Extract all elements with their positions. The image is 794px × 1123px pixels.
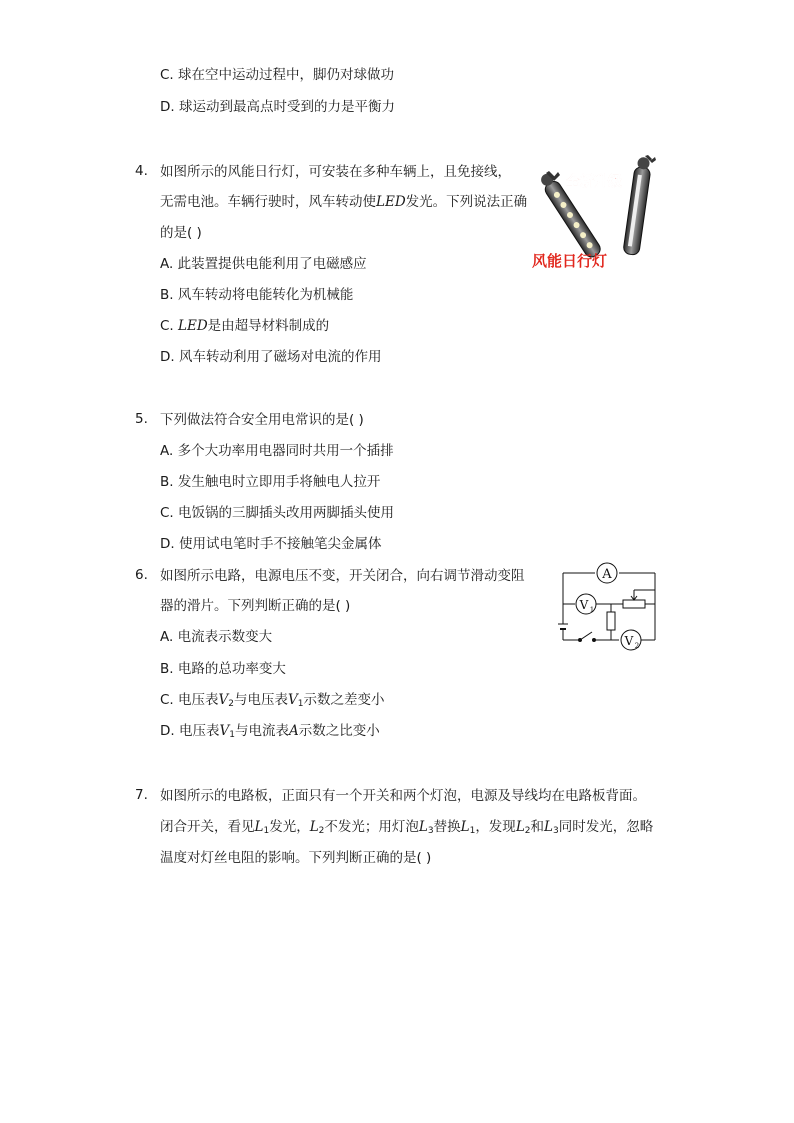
switch-icon bbox=[580, 632, 592, 640]
q7-stem-line3: 温度对灯丝电阻的影响。下列判断正确的是( ) bbox=[160, 850, 432, 866]
q6-option-d: D. 电压表$V_1$与电流表A示数之比变小 bbox=[160, 723, 380, 740]
q5-stem: 下列做法符合安全用电常识的是( ) bbox=[160, 412, 364, 428]
q6-stem-line1: 如图所示电路，电源电压不变，开关闭合，向右调节滑动变阻 bbox=[160, 568, 525, 584]
q6-number: 6. bbox=[135, 567, 148, 583]
q5-option-b: B. 发生触电时立即用手将触电人拉开 bbox=[160, 474, 381, 490]
q4-stem-line2: 无需电池。车辆行驶时，风车转动使LED发光。下列说法正确 bbox=[160, 194, 528, 210]
option-text: 球运动到最高点时受到的力是平衡力 bbox=[178, 99, 395, 115]
q4-option-b: B. 风车转动将电能转化为机械能 bbox=[160, 287, 354, 303]
q3-option-d bbox=[160, 98, 395, 116]
q5-option-d: D. 使用试电笔时手不接触笔尖金属体 bbox=[160, 536, 382, 552]
q3-option-c bbox=[160, 66, 394, 84]
circuit-diagram bbox=[555, 560, 665, 655]
q4-number: 4. bbox=[135, 163, 148, 179]
image-text-top: 全新升级 bbox=[566, 174, 622, 190]
ammeter-label: A bbox=[602, 567, 612, 582]
option-key: D. bbox=[160, 99, 175, 115]
wind-light-image bbox=[530, 155, 665, 273]
resistor-icon bbox=[607, 612, 615, 630]
q5-number: 5. bbox=[135, 411, 148, 427]
q7-stem-line2: 闭合开关，看见$L_1$发光，$L_2$不发光；用灯泡$L_3$替换$L_1$，发现$L_2$和$L_3$同时发光，忽略 bbox=[160, 819, 654, 836]
voltmeter2-label: V bbox=[624, 634, 634, 648]
q4-stem-line1: 如图所示的风能日行灯，可安装在多种车辆上，且免接线， bbox=[160, 164, 511, 180]
svg-text:1: 1 bbox=[589, 606, 595, 614]
q4-option-d: D. 风车转动利用了磁场对电流的作用 bbox=[160, 349, 382, 365]
q4-option-c: C. LED是由超导材料制成的 bbox=[160, 318, 330, 334]
q5-option-a: A. 多个大功率用电器同时共用一个插排 bbox=[160, 443, 394, 459]
option-text: 球在空中运动过程中，脚仍对球做功 bbox=[178, 67, 395, 83]
lamp-right bbox=[623, 156, 652, 255]
option-key: C. bbox=[160, 67, 174, 83]
q4-option-a: A. 此装置提供电能利用了电磁感应 bbox=[160, 256, 367, 272]
q7-number: 7. bbox=[135, 787, 148, 803]
q6-option-c: C. 电压表$V_2$与电压表$V_1$示数之差变小 bbox=[160, 692, 385, 709]
voltmeter1-label: V bbox=[579, 598, 589, 612]
q7-stem-line1: 如图所示的电路板，正面只有一个开关和两个灯泡，电源及导线均在电路板背面。 bbox=[160, 788, 646, 804]
rheostat-icon bbox=[623, 600, 645, 608]
q6-option-b: B. 电路的总功率变大 bbox=[160, 661, 286, 677]
q4-stem-line3: 的是( ) bbox=[160, 225, 202, 241]
q6-option-a: A. 电流表示数变大 bbox=[160, 629, 273, 645]
q6-stem-line2: 器的滑片。下列判断正确的是( ) bbox=[160, 598, 351, 614]
q5-option-c: C. 电饭锅的三脚插头改用两脚插头使用 bbox=[160, 505, 395, 521]
circuit-svg bbox=[555, 560, 665, 655]
wind-light-figure bbox=[530, 155, 665, 273]
image-text-bottom: 风能日行灯 bbox=[532, 252, 608, 270]
svg-text:2: 2 bbox=[634, 642, 640, 650]
